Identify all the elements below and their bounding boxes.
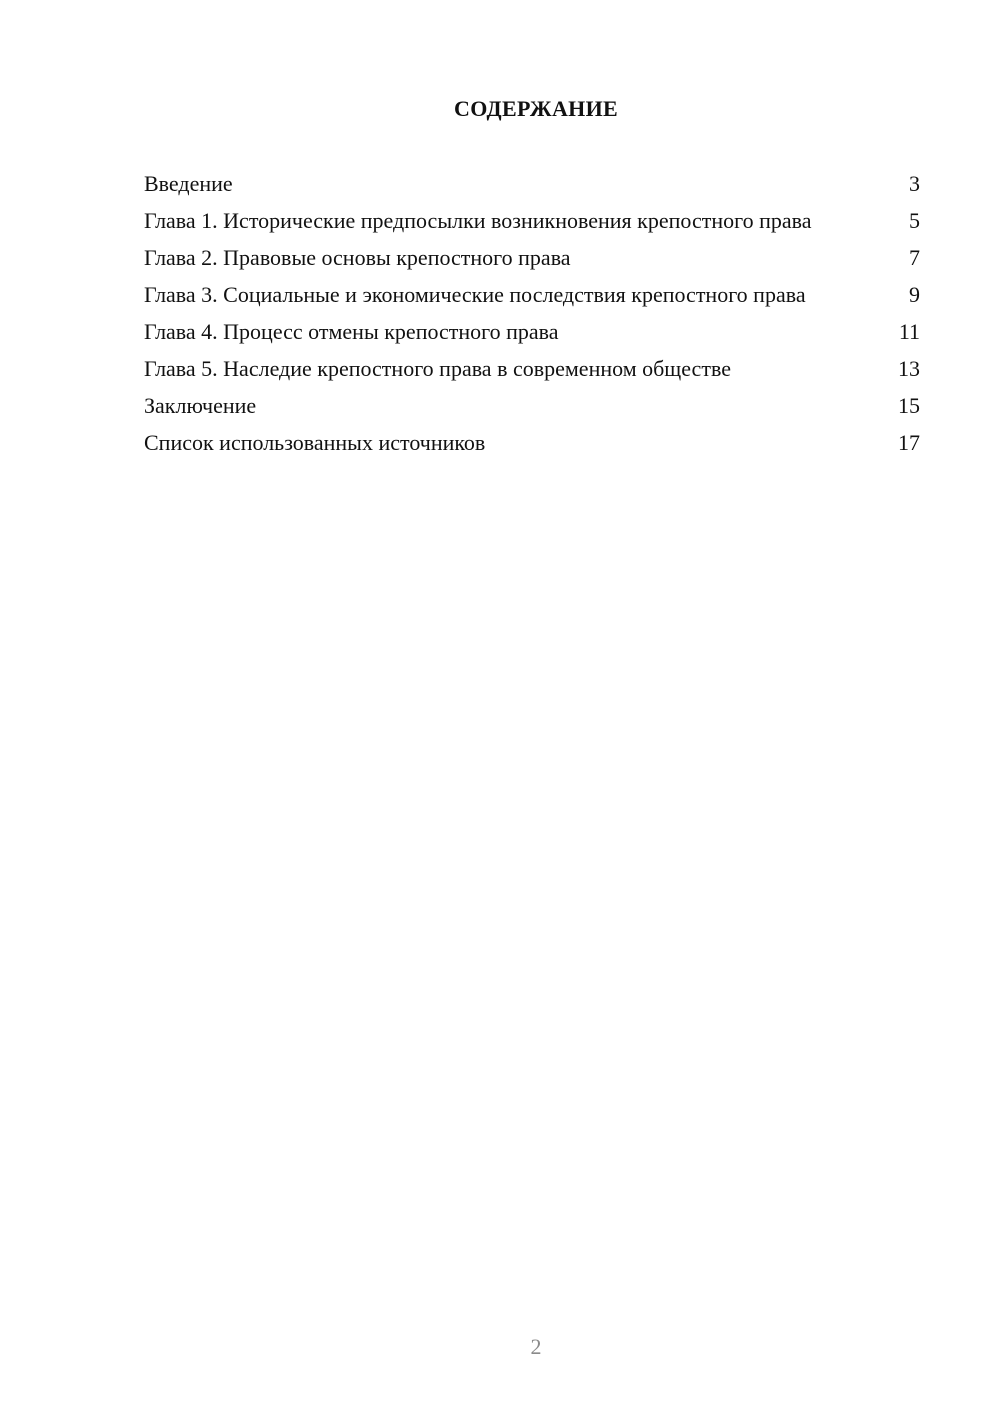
toc-entry-chapter-3 [144,281,920,308]
toc-entry-conclusion [144,392,920,419]
toc-entry-page: 9 [909,282,920,307]
toc-entry-text: Глава 1. Исторические предпосылки возникновения крепостного права [144,208,812,233]
toc-title: СОДЕРЖАНИЕ [454,96,618,121]
toc-entry-text: Заключение [144,393,257,418]
toc-entry-text: Список использованных источников [144,430,486,455]
toc-entry-page: 15 [898,393,920,418]
table-of-contents [144,170,920,466]
toc-entry-text: Глава 3. Социальные и экономические последствия крепостного права [144,282,806,307]
toc-entry-page: 3 [909,171,920,196]
toc-entry-page: 5 [909,208,920,233]
toc-entry-page: 7 [909,245,920,270]
toc-entry-references [144,429,920,456]
toc-entry-text: Глава 5. Наследие крепостного права в современном обществе [144,356,731,381]
toc-entry-chapter-1 [144,207,920,234]
page-number: 2 [530,1334,542,1359]
toc-entry-text: Глава 2. Правовые основы крепостного права [144,245,571,270]
toc-entry-introduction [144,170,920,197]
toc-entry-page: 11 [898,319,920,344]
toc-entry-page: 17 [898,430,920,455]
toc-entry-text: Введение [144,171,233,196]
toc-entry-page: 13 [898,356,920,381]
toc-entry-text: Глава 4. Процесс отмены крепостного права [144,319,559,344]
toc-entry-chapter-2 [144,244,920,271]
toc-entry-chapter-5 [144,355,920,382]
toc-entry-chapter-4 [144,318,920,345]
